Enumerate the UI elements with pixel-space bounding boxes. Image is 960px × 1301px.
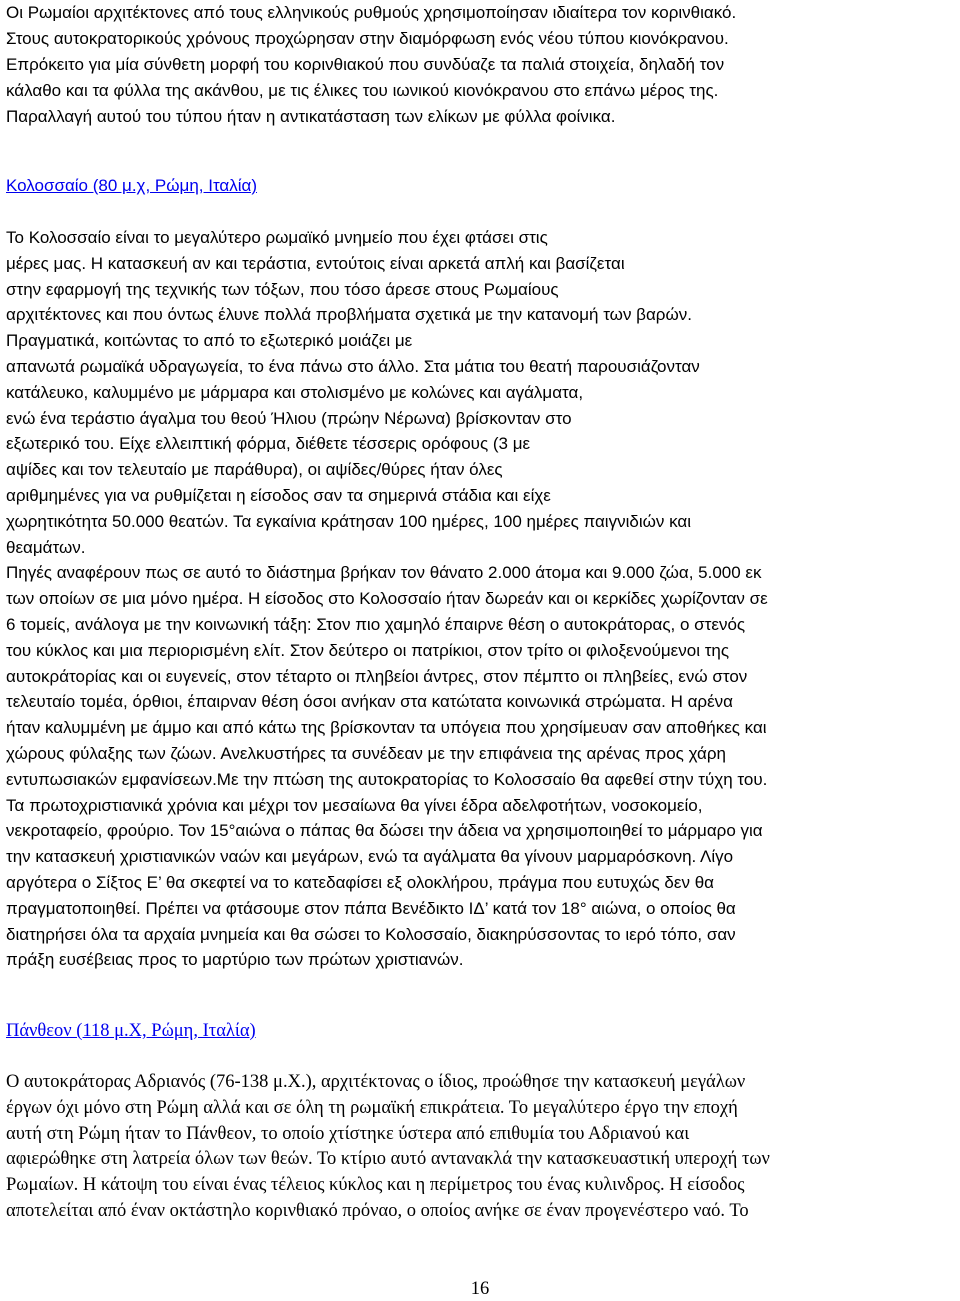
text-line: εντυπωσιακών εμφανίσεων.Με την πτώση της αυτοκρατορίας το Κολοσσαίο θα αφεθεί στην τύχη του. (6, 769, 768, 789)
text-line: αρχιτέκτονες και που όντως έλυνε πολλά προβλήματα σχετικά με την κατανομή των βαρών. (6, 305, 692, 325)
text-line: νεκροταφείο, φρούριο. Τον 15°αιώνα ο πάπας θα δώσει την άδεια να χρησιμοποιηθεί το μάρμαρο για (6, 821, 763, 841)
text-line: αψίδες και τον τελευταίο με παράθυρα), οι αψίδες/θύρες ήταν όλες (6, 460, 503, 480)
text-line: τελευταίο τομέα, όρθιοι, έπαιρναν θέση όσοι ανήκαν στα κατώτατα κοινωνικά στρώματα. Η αρένα (6, 692, 733, 712)
colosseum-paragraph (6, 225, 958, 973)
text-line: αποτελείται από έναν οκτάστηλο κορινθιακό πρόναο, ο οποίος ανήκε σε έναν προγενέστερο ναό. Το (6, 1200, 749, 1221)
text-line: θεαμάτων. (6, 537, 86, 557)
text-line: Πραγματικά, κοιτώντας το από το εξωτερικό μοιάζει με (6, 331, 413, 351)
text-line: Το Κολοσσαίο είναι το μεγαλύτερο ρωμαϊκό μνημείο που έχει φτάσει στις (6, 228, 548, 247)
text-line: Στους αυτοκρατορικούς χρόνους προχώρησαν στην διαμόρφωση ενός νέου τύπου κιονόκρανου. (6, 29, 729, 48)
text-line: χώρους φύλαξης των ζώων. Ανελκυστήρες τα συνέδεαν με την επιφάνεια της αρένας προς χάρη (6, 743, 726, 763)
page-number: 16 (470, 1279, 490, 1299)
text-line: εξωτερικό του. Είχε ελλειπτική φόρμα, διέθετε τέσσερις ορόφους (3 με (6, 434, 531, 454)
intro-paragraph (6, 0, 958, 130)
text-line: διατηρήσει όλα τα αρχαία μνημεία και θα σώσει το Κολοσσαίο, διακηρύσσοντας το ιερό τόπο, σαν (6, 924, 736, 944)
text-line: αριθμημένες για να ρυθμίζεται η είσοδος σαν τα σημερινά στάδια και είχε (6, 485, 551, 505)
text-line: αφιερώθηκε στη λατρεία όλων των θεών. Το κτίριο αυτό αντανακλά την κατασκευαστική υπεροχή των (6, 1149, 770, 1170)
text-line: κάλαθο και τα φύλλα της ακάνθου, με τις έλικες του ιωνικού κιονόκρανου στο επάνω μέρος της. (6, 81, 719, 100)
text-line: έργων όχι μόνο στη Ρώμη αλλά και σε όλη τη ρωμαϊκή επικράτεια. Το μεγαλύτερο έργο την εποχή (6, 1097, 738, 1118)
text-line: μέρες μας. Η κατασκευή αν και τεράστια, εντούτοις είναι αρκετά απλή και βασίζεται (6, 253, 625, 273)
text-line: των οποίων σε μια μόνο ημέρα. Η είσοδος στο Κολοσσαίο ήταν δωρεάν και οι κερκίδες χωρίζονταν σε (6, 589, 768, 609)
text-line: Παραλλαγή αυτού του τύπου ήταν η αντικατάσταση των ελίκων με φύλλα φοίνικα. (6, 107, 616, 126)
text-line: Επρόκειτο για μία σύνθετη μορφή του κορινθιακού που συνδύαζε τα παλιά στοιχεία, δηλαδή τον (6, 55, 725, 74)
text-line: χωρητικότητα 50.000 θεατών. Τα εγκαίνια κράτησαν 100 ημέρες, 100 ημέρες παιγνιδιών και (6, 511, 691, 531)
text-line: Οι Ρωμαίοι αρχιτέκτονες από τους ελληνικούς ρυθμούς χρησιμοποίησαν ιδιαίτερα τον κορινθιακό. (6, 3, 737, 22)
text-line: Ο αυτοκράτορας Αδριανός (76-138 μ.Χ.), αρχιτέκτονας ο ίδιος, προώθησε την κατασκευή μεγάλων (6, 1072, 746, 1092)
text-line: Πηγές αναφέρουν πως σε αυτό το διάστημα βρήκαν τον θάνατο 2.000 άτομα και 9.000 ζώα, 5.000 εκ (6, 563, 762, 583)
text-line: απανωτά ρωμαϊκά υδραγωγεία, το ένα πάνω στο άλλο. Στα μάτια του θεατή παρουσιάζονταν (6, 356, 700, 376)
text-line: στην εφαρμογή της τεχνικής των τόξων, που τόσο άρεσε στους Ρωμαίους (6, 279, 559, 299)
text-line: Τα πρωτοχριστιανικά χρόνια και μέχρι τον μεσαίωνα θα γίνει έδρα αδελφοτήτων, νοσοκομείο, (6, 795, 703, 815)
text-line: του κύκλος και μια περιορισμένη ελίτ. Στον δεύτερο οι πατρίκιοι, στον τρίτο οι φιλοξενούμενοι της (6, 640, 730, 660)
text-line: αργότερα ο Σίξτος Ε’ θα σκεφτεί να το κατεδαφίσει εξ ολοκλήρου, πράγμα που ευτυχώς δεν θα (6, 872, 714, 892)
text-line: ενώ ένα τεράστιο άγαλμα του θεού Ήλιου (πρώην Νέρωνα) βρίσκονταν στο (6, 408, 572, 428)
text-line: αυτή στη Ρώμη ήταν το Πάνθεον, το οποίο χτίστηκε ύστερα από επιθυμία του Αδριανού και (6, 1123, 690, 1144)
text-line: ήταν καλυμμένη με άμμο και από κάτω της βρίσκονταν τα υπόγεια που χρησίμευαν σαν αποθήκες και (6, 718, 767, 738)
text-line: πραγματοποιηθεί. Πρέπει να φτάσουμε στον πάπα Βενέδικτο ΙΔ’ κατά τον 18° αιώνα, ο οποίος θα (6, 898, 736, 918)
text-line: πράξη ευσέβειας προς το μαρτύριο των πρώτων χριστιανών. (6, 950, 464, 970)
text-line: 6 τομείς, ανάλογα με την κοινωνική τάξη: Στον πιο χαμηλό έπαιρνε θέση ο αυτοκράτορας, ο στενός (6, 614, 746, 634)
text-line: αυτοκράτορίας και οι ευγενείς, στον τέταρτο οι πληβείοι άντρες, στον πέμπτο οι πληβείες, ενώ στον (6, 666, 748, 686)
pantheon-heading-link[interactable]: Πάνθεον (118 μ.Χ, Ρώμη, Ιταλία) (6, 1021, 256, 1041)
text-line: κατάλευκο, καλυμμένο με μάρμαρα και στολισμένο με κολώνες και αγάλματα, (6, 382, 584, 402)
text-line: την κατασκευή χριστιανικών ναών και μεγάρων, ενώ τα αγάλματα θα γίνουν μαρμαρόσκονη. Λίγο (6, 847, 734, 867)
pantheon-paragraph (6, 1070, 958, 1225)
colosseum-heading-link[interactable]: Κολοσσαίο (80 μ.χ, Ρώμη, Ιταλία) (6, 176, 258, 195)
text-line: Ρωμαίων. Η κάτοψη του είναι ένας τέλειος κύκλος και η περίμετρος του ένας κυλινδρος. Η είσοδος (6, 1175, 745, 1196)
